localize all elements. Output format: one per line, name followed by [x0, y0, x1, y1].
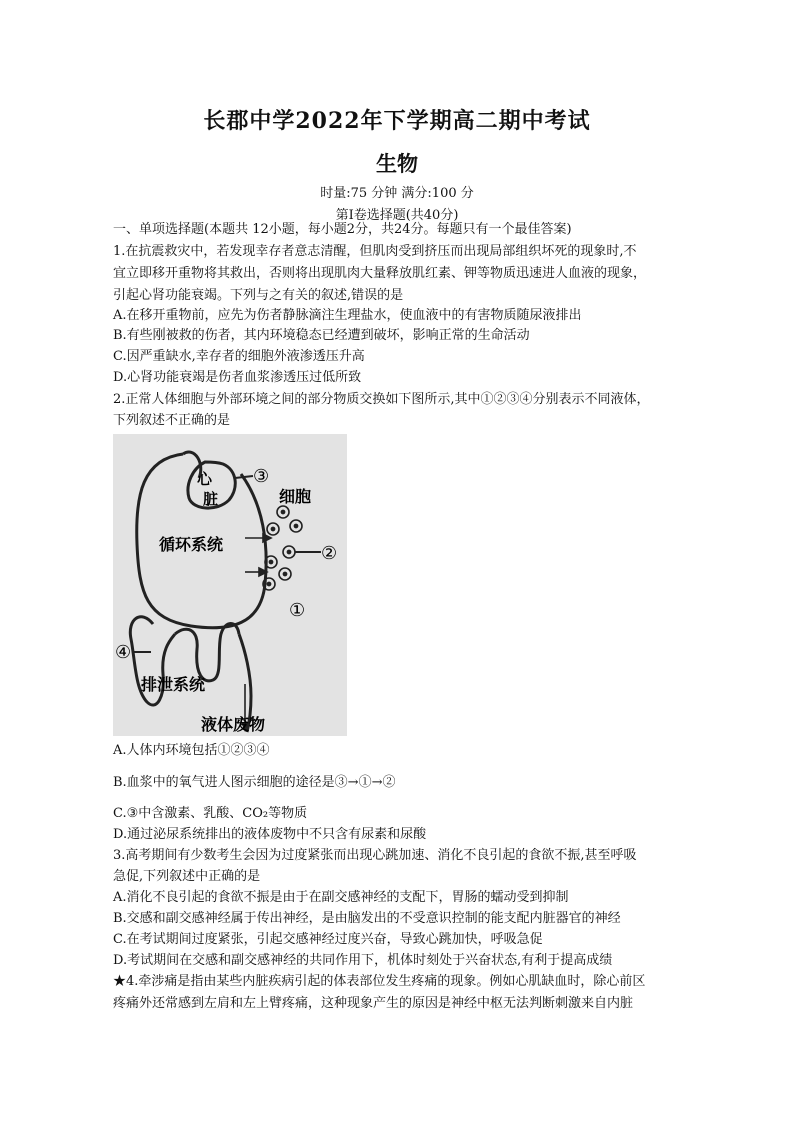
q2-option-d: D.通过泌尿系统排出的液体废物中不只含有尿素和尿酸: [113, 827, 427, 842]
q2-option-b: B.血浆中的氧气进人图示细胞的途径是③→①→②: [113, 775, 396, 790]
q2-figure: [113, 434, 347, 736]
label-waste: 液体废物: [201, 715, 266, 734]
q4-stem-line-1: ★4.牵涉痛是指由某些内脏疾病引起的体表部位发生疼痛的现象。例如心肌缺血时，除心前区: [113, 974, 646, 989]
q1-option-a: A.在移开重物前，应先为伤者静脉滴注生理盐水，使血液中的有害物质随尿液排出: [113, 308, 582, 323]
q2-stem-line-1: 2.正常人体细胞与外部环境之间的部分物质交换如下图所示,其中①②③④分别表示不同液体，: [113, 392, 650, 407]
label-mark-3: ③: [253, 466, 270, 487]
label-mark-4: ④: [115, 642, 132, 663]
q2-stem-line-2: 下列叙述不正确的是: [113, 413, 231, 428]
label-mark-2: ②: [321, 543, 338, 564]
q3-stem-line-2: 急促,下列叙述中正确的是: [113, 869, 261, 884]
cell-dots: [263, 506, 302, 590]
label-circulation: 循环系统: [159, 535, 224, 554]
exam-subject: 生物: [376, 151, 418, 176]
q3-option-c: C.在考试期间过度紧张，引起交感神经过度兴奋，导致心跳加快，呼吸急促: [113, 932, 543, 947]
leader-3: [235, 476, 253, 478]
q1-stem-line-1: 1.在抗震救灾中，若发现幸存者意志清醒，但肌肉受到挤压而出现局部组织坏死的现象时,不: [113, 244, 637, 259]
q1-option-d: D.心肾功能衰竭是伤者血浆渗透压过低所致: [113, 370, 362, 385]
q2-option-c: C.③中含激素、乳酸、CO₂等物质: [113, 806, 308, 821]
q3-stem-line-1: 3.高考期间有少数考生会因为过度紧张而出现心跳加速、消化不良引起的食欲不振,甚至呼吸: [113, 848, 637, 863]
label-excretion: 排泄系统: [141, 675, 206, 694]
q3-option-a: A.消化不良引起的食欲不振是由于在副交感神经的支配下，胃肠的蠕动受到抑制: [113, 890, 569, 905]
exchange-diagram: [113, 434, 347, 736]
q1-stem-line-3: 引起心肾功能衰竭。下列与之有关的叙述,错误的是: [113, 288, 404, 303]
label-mark-1: ①: [289, 600, 306, 621]
exam-meta: 时量:75 分钟 满分:100 分: [320, 186, 474, 201]
q3-option-d: D.考试期间在交感和副交感神经的共同作用下，机体时刻处于兴奋状态,有利于提高成绩: [113, 953, 613, 968]
q2-option-a: A.人体内环境包括①②③④: [113, 743, 270, 758]
exam-title: 长郡中学2022年下学期高二期中考试: [203, 108, 591, 134]
q4-stem-line-2: 疼痛外还常感到左肩和左上臂疼痛，这种现象产生的原因是神经中枢无法判断刺激来自内脏: [113, 996, 634, 1011]
label-heart-top: 心: [197, 470, 213, 488]
label-heart-bottom: 脏: [203, 490, 219, 508]
exam-part-heading: 第Ⅰ卷选择题(共40分): [335, 208, 459, 223]
q1-stem-line-2: 宜立即移开重物将其救出，否则将出现肌肉大量释放肌红素、钾等物质迅速进人血液的现象，: [113, 266, 647, 281]
label-cells: 细胞: [279, 487, 312, 506]
q1-option-b: B.有些刚被救的伤者，其内环境稳态已经遭到破坏，影响正常的生命活动: [113, 328, 530, 343]
section-heading: 一、单项选择题(本题共 12小题，每小题2分，共24分。每题只有一个最佳答案): [113, 222, 572, 237]
q1-option-c: C.因严重缺水,幸存者的细胞外液渗透压升高: [113, 349, 365, 364]
excretion-tube-middle: [175, 624, 239, 681]
q3-option-b: B.交感和副交感神经属于传出神经，是由脑发出的不受意识控制的能支配内脏器官的神经: [113, 911, 621, 926]
